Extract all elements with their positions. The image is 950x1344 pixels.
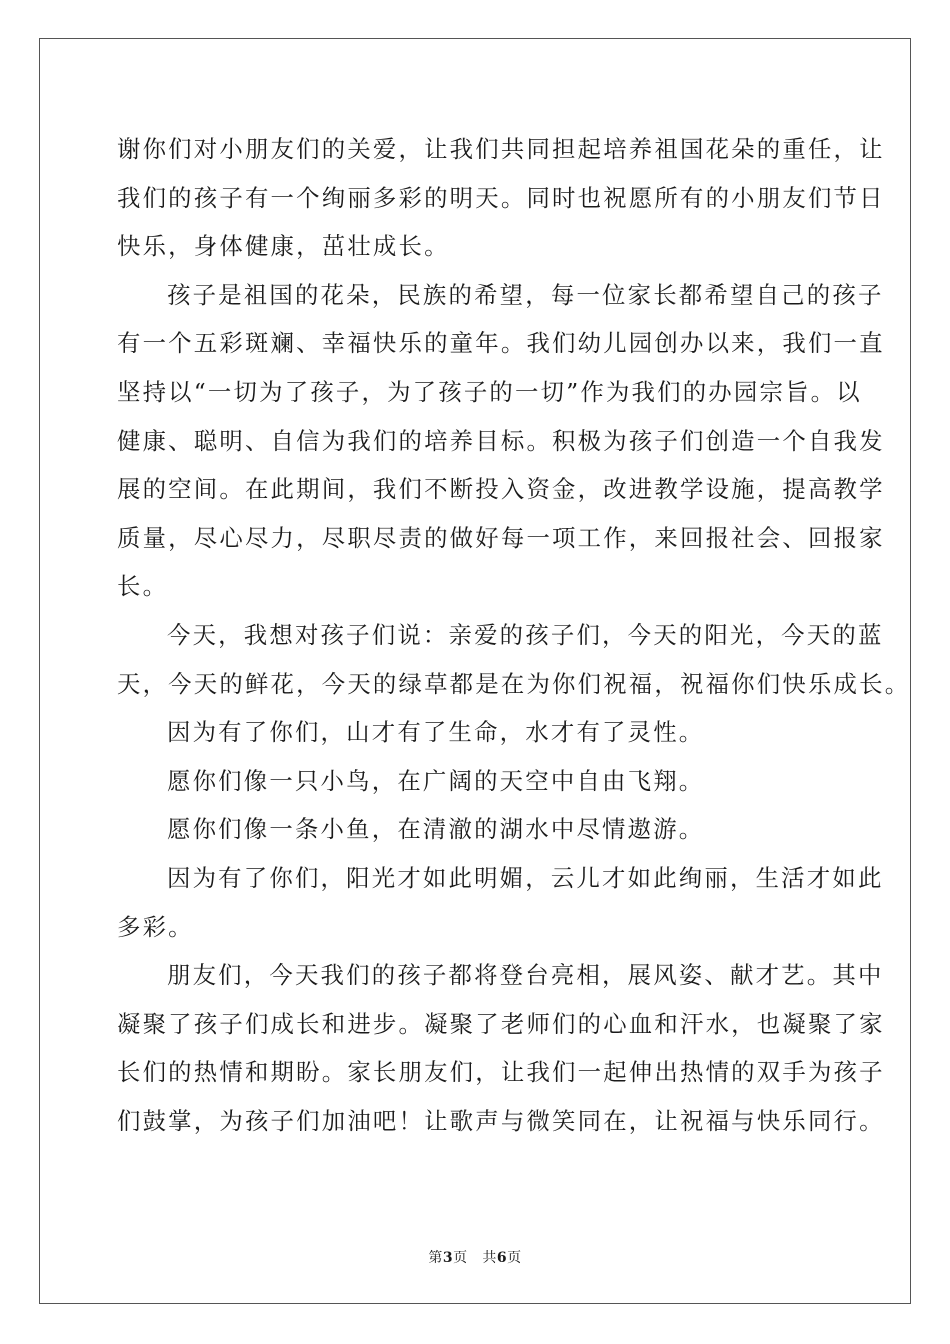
text-line: 有一个五彩斑斓、幸福快乐的童年。我们幼儿园创办以来，我们一直: [117, 329, 885, 358]
document-body: [117, 125, 911, 1145]
text-line: 长们的热情和期盼。家长朋友们，让我们一起伸出热情的双手为孩子: [117, 1058, 885, 1087]
paragraph: [117, 708, 841, 757]
paragraph: [117, 951, 885, 1145]
text-line: 健康、聪明、自信为我们的培养目标。积极为孩子们创造一个自我发: [117, 426, 885, 455]
total-page-count: 6: [496, 1250, 508, 1266]
paragraph: [117, 805, 841, 854]
text-line: 展的空间。在此期间，我们不断投入资金，改进教学设施，提高教学: [117, 475, 885, 504]
text-line: 因为有了你们，阳光才如此明媚，云儿才如此绚丽，生活才如此: [167, 863, 884, 892]
text-line: 快乐，身体健康，茁壮成长。: [117, 232, 450, 261]
paragraph: [117, 854, 884, 951]
page-number-label: 第3页: [428, 1250, 468, 1266]
text-line: 长。: [117, 572, 169, 601]
text-line: 凝聚了孩子们成长和进步。凝聚了老师们的心血和汗水，也凝聚了家: [117, 1009, 885, 1038]
total-pages-label: 共6页: [482, 1250, 522, 1266]
text-line: 天，今天的鲜花，今天的绿草都是在为你们祝福，祝福你们快乐成长。: [117, 669, 911, 698]
text-line: 质量，尽心尽力，尽职尽责的做好每一项工作，来回报社会、回报家: [117, 523, 885, 552]
page-footer: [0, 1247, 950, 1267]
text-line: 谢你们对小朋友们的关爱，让我们共同担起培养祖国花朵的重任，让: [117, 135, 885, 163]
paragraph: [117, 271, 885, 611]
text-line: 今天，我想对孩子们说：亲爱的孩子们，今天的阳光，今天的蓝: [167, 620, 884, 649]
paragraph: [117, 757, 841, 806]
current-page-number: 3: [442, 1250, 454, 1266]
text-line: 因为有了你们，山才有了生命，水才有了灵性。: [167, 718, 705, 747]
text-line: 愿你们像一条小鱼，在清澈的湖水中尽情遨游。: [167, 815, 705, 844]
text-line: 坚持以“一切为了孩子，为了孩子的一切”作为我们的办园宗旨。以: [117, 377, 862, 406]
text-line: 多彩。: [117, 912, 194, 941]
text-line: 我们的孩子有一个绚丽多彩的明天。同时也祝愿所有的小朋友们节日: [117, 183, 885, 212]
text-line: 朋友们，今天我们的孩子都将登台亮相，展风姿、献才艺。其中: [167, 961, 884, 990]
text-line: 们鼓掌，为孩子们加油吧！让歌声与微笑同在，让祝福与快乐同行。: [117, 1106, 885, 1135]
paragraph: [117, 611, 911, 708]
paragraph: [117, 125, 885, 271]
text-line: 愿你们像一只小鸟，在广阔的天空中自由飞翔。: [167, 766, 705, 795]
text-line: 孩子是祖国的花朵，民族的希望，每一位家长都希望自己的孩子: [167, 280, 884, 309]
